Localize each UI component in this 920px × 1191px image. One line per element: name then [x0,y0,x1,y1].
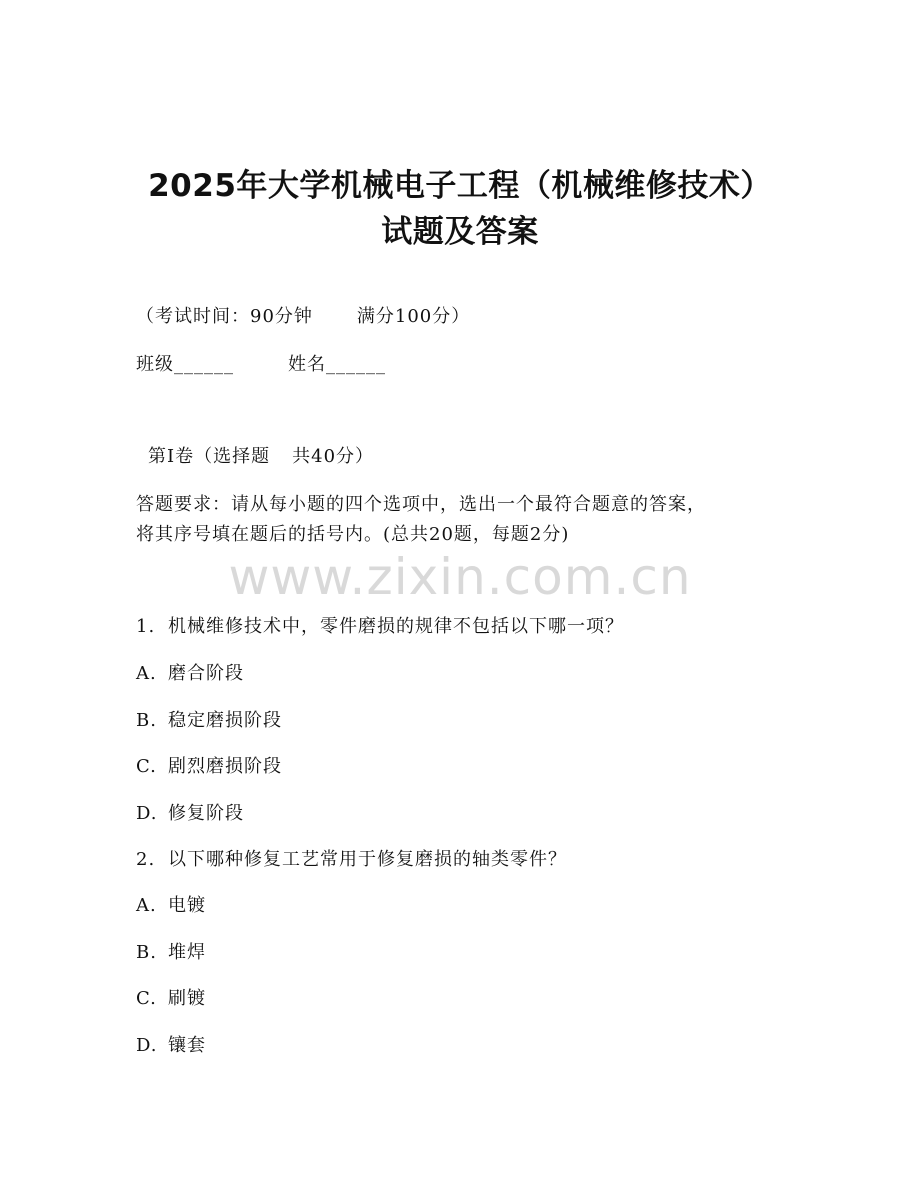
question-text: 机械维修技术中，零件磨损的规律不包括以下哪一项？ [168,616,624,637]
document-title-line-1: 2025年大学机械电子工程（机械维修技术） [148,168,772,204]
option-label: B. [136,942,157,963]
option-label: C. [136,756,157,777]
question-2-option-a [136,891,206,917]
option-label: D. [136,1035,158,1056]
option-label: A. [136,663,157,684]
question-1 [136,612,624,638]
question-number: 1. [136,616,156,637]
option-label: A. [136,895,157,916]
question-number: 2. [136,849,156,870]
requirements-line-2: 将其序号填在题后的括号内。(总共20题，每题2分) [136,524,570,545]
exam-info [136,302,470,328]
option-text: 磨合阶段 [168,663,244,684]
option-text: 堆焊 [168,942,206,963]
option-text: 镶套 [168,1035,206,1056]
question-2-option-b [136,938,206,964]
class-field: 班级______ [136,354,234,375]
question-2-option-d [136,1031,206,1057]
question-text: 以下哪种修复工艺常用于修复磨损的轴类零件？ [168,849,567,870]
option-text: 稳定磨损阶段 [168,710,282,731]
section-heading [148,442,374,468]
exam-time: （考试时间：90分钟 [136,306,313,327]
section-points: 共40分） [292,446,375,467]
question-1-option-a [136,659,244,685]
option-text: 电镀 [168,895,206,916]
student-fields [136,350,386,376]
option-text: 修复阶段 [168,803,244,824]
question-1-option-c [136,752,282,778]
option-text: 刷镀 [168,988,206,1009]
question-2 [136,845,567,871]
section-title: 第I卷（选择题 [148,446,271,467]
name-field: 姓名______ [288,354,386,375]
question-1-option-d [136,799,244,825]
document-title-line-2: 试题及答案 [381,214,539,250]
option-label: D. [136,803,158,824]
exam-full-score: 满分100分） [356,306,471,327]
question-2-option-c [136,984,206,1010]
watermark: www.zixin.com.cn [228,548,692,606]
requirements-line-1: 答题要求：请从每小题的四个选项中，选出一个最符合题意的答案， [136,494,706,515]
question-1-option-b [136,706,282,732]
option-label: B. [136,710,157,731]
option-label: C. [136,988,157,1009]
option-text: 剧烈磨损阶段 [168,756,282,777]
